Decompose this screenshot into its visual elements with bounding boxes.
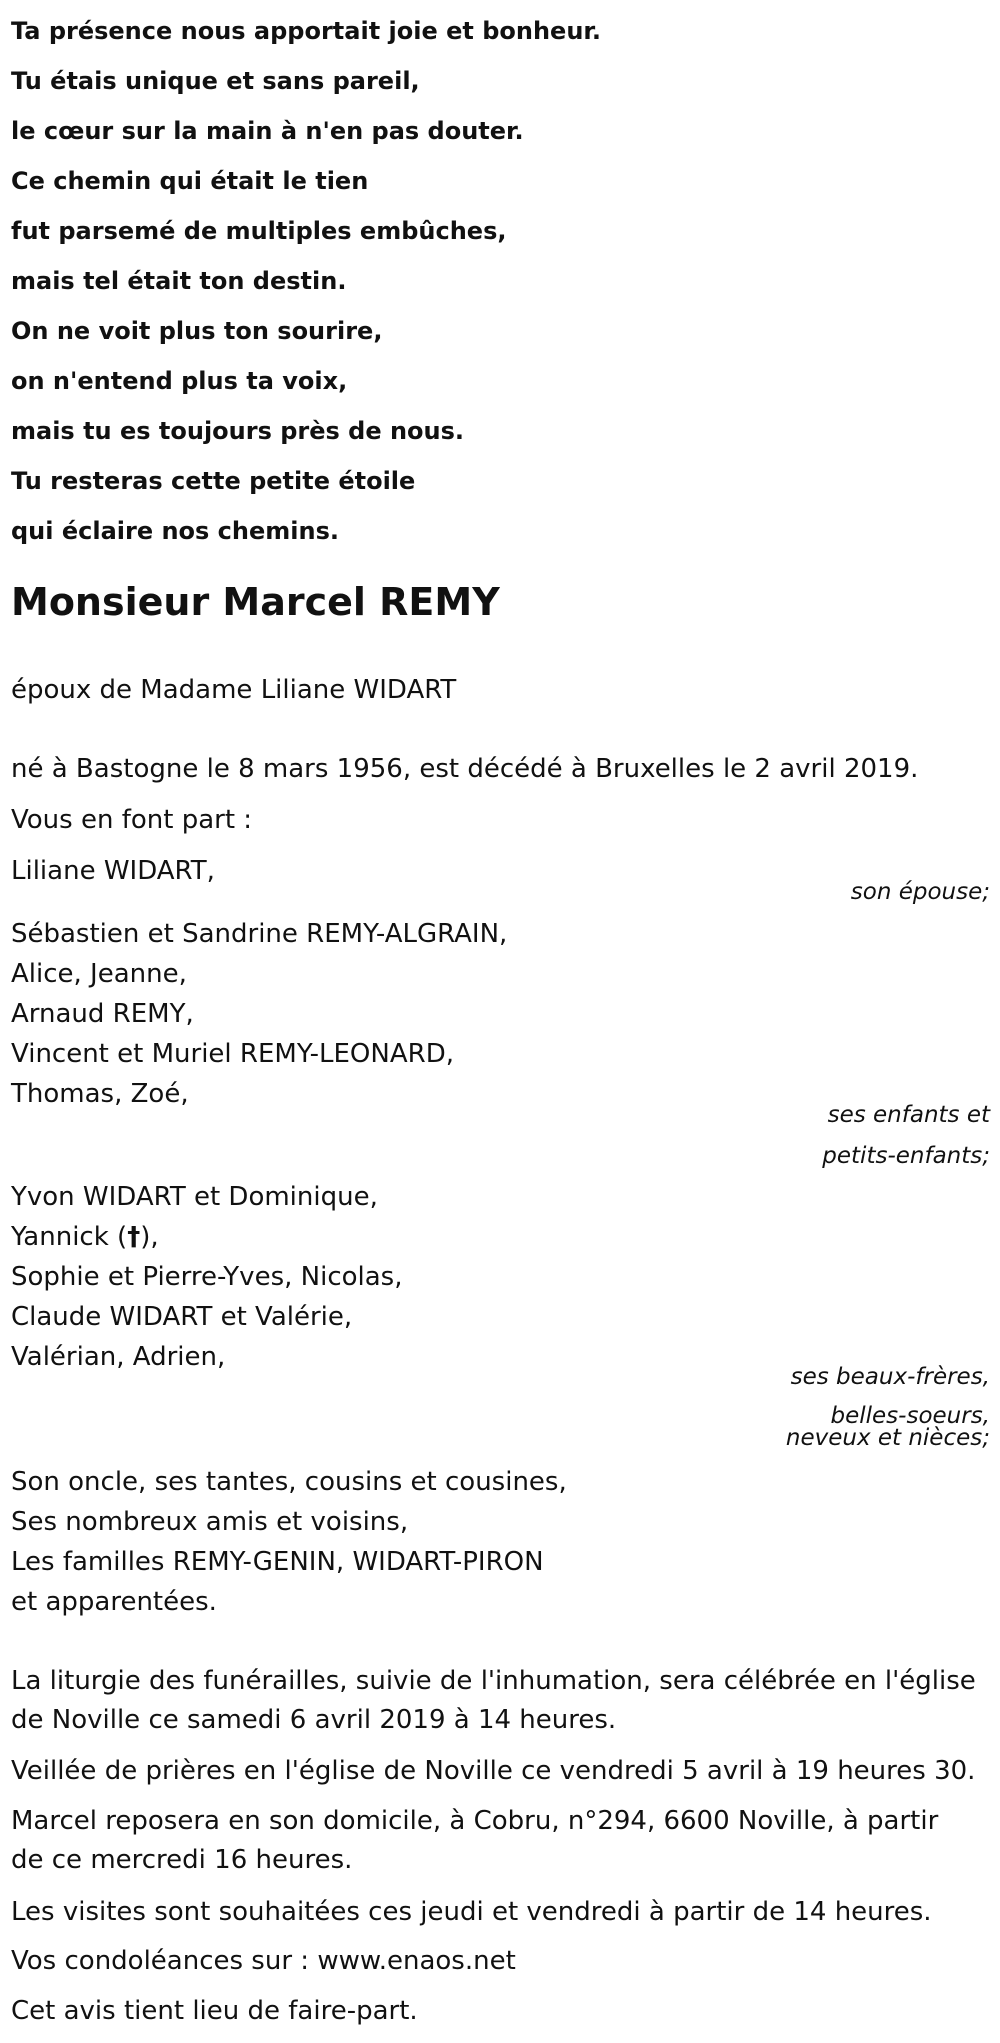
children-relation-1: ses enfants et (827, 1102, 990, 1128)
poem-line: Ta présence nous apportait joie et bonheur. (11, 17, 601, 45)
in-laws-relation-1: ses beaux-frères, (790, 1364, 990, 1390)
poem-line: Tu étais unique et sans pareil, (11, 67, 420, 95)
list-item: Ses nombreux amis et voisins, (11, 1507, 409, 1537)
list-item: Valérian, Adrien, (11, 1342, 226, 1372)
poem-line: mais tu es toujours près de nous. (11, 417, 465, 445)
birth-death-line: né à Bastogne le 8 mars 1956, est décédé à Bruxelles le 2 avril 2019. (11, 754, 919, 784)
notice-line: Cet avis tient lieu de faire-part. (11, 1996, 418, 2026)
children-list (11, 914, 507, 1114)
children-relation-2: petits-enfants; (822, 1143, 990, 1169)
vigil-line: Veillée de prières en l'église de Noville ce vendredi 5 avril à 19 heures 30. (11, 1756, 976, 1786)
in-laws-list (11, 1177, 403, 1377)
repose-line-2: de ce mercredi 16 heures. (11, 1845, 353, 1875)
cross-icon: † (127, 1222, 141, 1252)
condolences-line: Vos condoléances sur : www.enaos.net (11, 1946, 516, 1976)
visits-line: Les visites sont souhaitées ces jeudi et vendredi à partir de 14 heures. (11, 1897, 932, 1927)
poem-line: mais tel était ton destin. (11, 267, 347, 295)
funeral-line-2: de Noville ce samedi 6 avril 2019 à 14 heures. (11, 1705, 617, 1735)
list-item: Yvon WIDART et Dominique, (11, 1182, 378, 1212)
list-item-name: Yannick ( (11, 1222, 128, 1252)
list-item: Claude WIDART et Valérie, (11, 1302, 353, 1332)
in-laws-relation-2: belles-soeurs, (830, 1403, 990, 1429)
spouse-relation: son épouse; (850, 879, 990, 905)
repose-line-1: Marcel reposera en son domicile, à Cobru, n°294, 6600 Noville, à partir (11, 1806, 939, 1836)
poem-line: on n'entend plus ta voix, (11, 367, 348, 395)
list-item-end: ), (140, 1222, 159, 1252)
poem-line: Ce chemin qui était le tien (11, 167, 369, 195)
poem-line: Tu resteras cette petite étoile (11, 467, 416, 495)
list-item: Sébastien et Sandrine REMY-ALGRAIN, (11, 919, 508, 949)
list-item: Thomas, Zoé, (11, 1079, 189, 1109)
deceased-name: Monsieur Marcel REMY (11, 580, 500, 624)
list-item: Arnaud REMY, (11, 999, 194, 1029)
spouse-name: Liliane WIDART, (11, 856, 215, 886)
in-laws-relation-3: neveux et nièces; (785, 1425, 990, 1451)
poem-line: On ne voit plus ton sourire, (11, 317, 383, 345)
funeral-line-1: La liturgie des funérailles, suivie de l'inhumation, sera célébrée en l'église (11, 1666, 976, 1696)
poem-line: le cœur sur la main à n'en pas douter. (11, 117, 524, 145)
announcement-intro: Vous en font part : (11, 805, 253, 835)
poem-line: qui éclaire nos chemins. (11, 517, 339, 545)
list-item: Les familles REMY-GENIN, WIDART-PIRON (11, 1547, 544, 1577)
spouse-line: époux de Madame Liliane WIDART (11, 675, 457, 705)
list-item: Son oncle, ses tantes, cousins et cousines, (11, 1467, 567, 1497)
poem (11, 6, 601, 556)
list-item: et apparentées. (11, 1587, 217, 1617)
list-item: Alice, Jeanne, (11, 959, 187, 989)
list-item: Vincent et Muriel REMY-LEONARD, (11, 1039, 454, 1069)
list-item (11, 1217, 403, 1257)
others-list (11, 1462, 567, 1622)
list-item: Sophie et Pierre-Yves, Nicolas, (11, 1262, 403, 1292)
poem-line: fut parsemé de multiples embûches, (11, 217, 507, 245)
